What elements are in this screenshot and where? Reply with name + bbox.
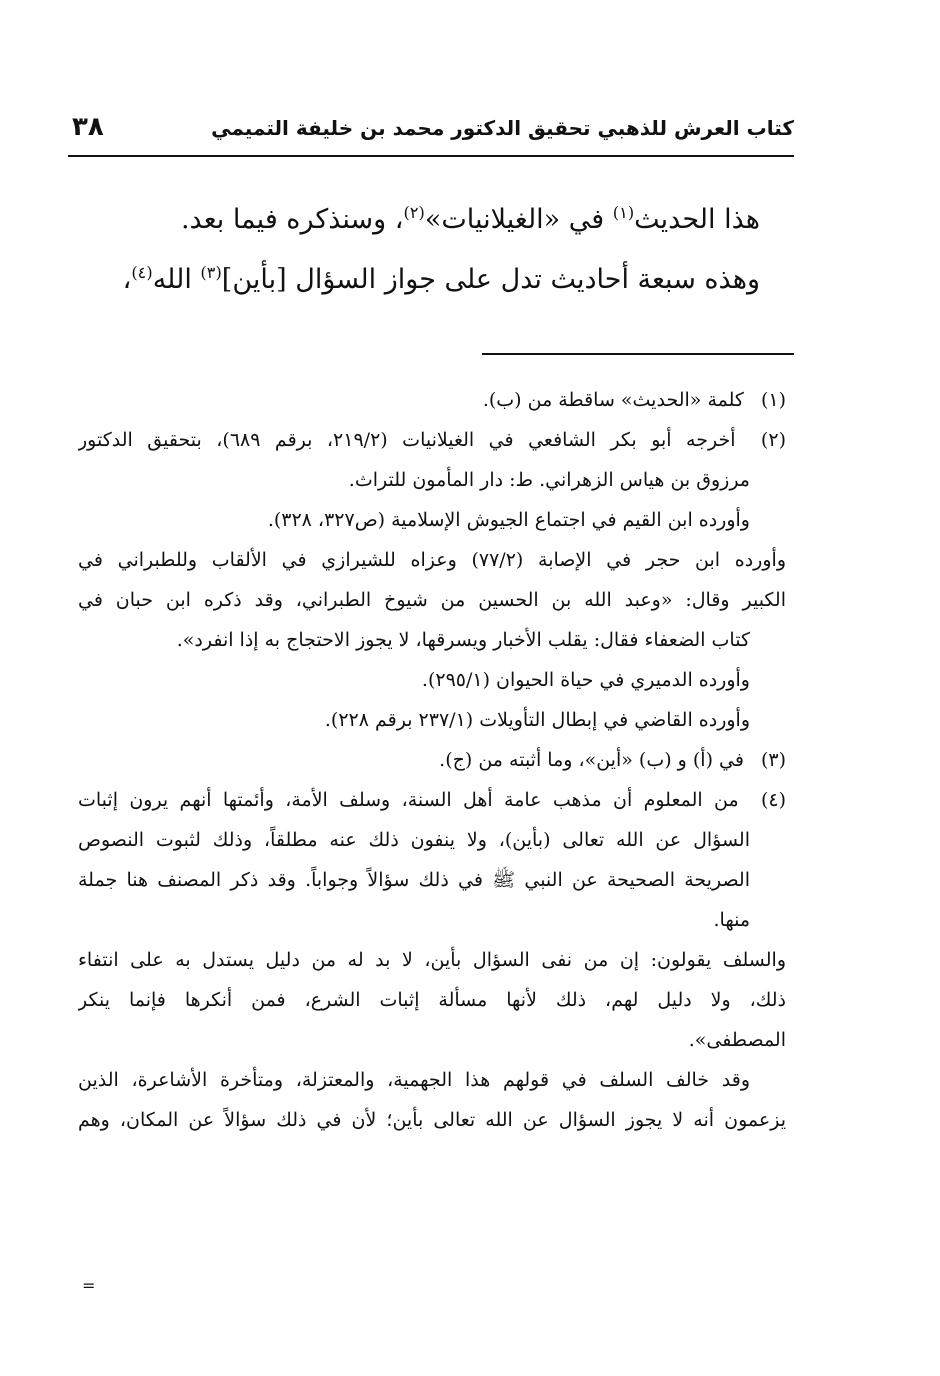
footnote-number: (٣) bbox=[760, 749, 786, 771]
page-number: ٣٨ bbox=[72, 112, 104, 142]
footnote-number: (١) bbox=[760, 389, 786, 411]
footnote-text: كلمة «الحديث» ساقطة من (ب). bbox=[482, 389, 744, 411]
footnote-line: المصطفى». bbox=[688, 1029, 786, 1051]
footnote-line: منها. bbox=[713, 909, 750, 931]
footnote-ref-1: (١) bbox=[612, 203, 635, 222]
footnote-separator bbox=[482, 353, 794, 355]
main-line-2 bbox=[122, 250, 760, 310]
footnote-line: وأورده ابن القيم في اجتماع الجيوش الإسلامية (ص٣٢٧، ٣٢٨). bbox=[267, 509, 750, 531]
footnote-ref-4: (٤) bbox=[131, 263, 153, 282]
footnote-line: وأورده الدميري في حياة الحيوان (٢٩٥/١). bbox=[421, 669, 750, 691]
footnote-line: وقد خالف السلف في قولهم هذا الجهمية، والمعتزلة، ومتأخرة الأشاعرة، الذين bbox=[78, 1069, 750, 1091]
main-text-segment: في «الغيلانيات» bbox=[424, 204, 613, 235]
footnote-line: يزعمون أنه لا يجوز السؤال عن الله تعالى بأين؛ لأن في ذلك سؤالاً عن المكان، وهم bbox=[78, 1109, 786, 1131]
main-text-segment: ، وسنذكره فيما بعد. bbox=[180, 204, 404, 235]
footnote-1 bbox=[78, 380, 786, 420]
footnote-line: مرزوق بن هياس الزهراني. ط: دار المأمون للتراث. bbox=[348, 469, 750, 491]
footnote-line: والسلف يقولون: إن من نفى السؤال بأين، لا بد له من دليل يستدل به على انتفاء bbox=[78, 949, 786, 971]
footnote-line: الكبير وقال: «وعبد الله بن الحسين من شيوخ الطبراني، وقد ذكره ابن حبان في bbox=[78, 589, 786, 611]
footnote-line: السؤال عن الله تعالى (بأين)، ولا ينفون ذلك عنه مطلقاً، وذلك لثبوت النصوص bbox=[78, 829, 750, 851]
footnote-4 bbox=[78, 780, 786, 820]
footnote-2 bbox=[78, 420, 786, 460]
footnote-3 bbox=[78, 740, 786, 780]
main-text-segment: الله bbox=[152, 264, 201, 295]
footnote-line: ذلك، ولا دليل لهم، ذلك لأنها مسألة إثبات الشرع، فمن أنكرها فإنما ينكر bbox=[78, 989, 786, 1011]
footnote-text: في (أ) و (ب) «أين»، وما أثبته من (ج). bbox=[439, 749, 744, 771]
footnote-text: أخرجه أبو بكر الشافعي في الغيلانيات (٢١٩/٢، برقم ٦٨٩)، بتحقيق الدكتور bbox=[78, 429, 736, 451]
footnote-line: وأورده ابن حجر في الإصابة (٧٧/٢) وعزاه للشيرازي في الألقاب وللطبراني في bbox=[78, 549, 786, 571]
header-rule bbox=[68, 155, 794, 157]
footnote-ref-2: (٢) bbox=[403, 203, 425, 222]
footnote-text: من المعلوم أن مذهب عامة أهل السنة، وسلف الأمة، وأئمتها أنهم يرون إثبات bbox=[78, 789, 739, 811]
page-header bbox=[68, 110, 794, 158]
main-text-segment: ، bbox=[122, 264, 132, 295]
footnote-ref-3: (٣) bbox=[200, 263, 222, 282]
footnote-line: وأورده القاضي في إبطال التأويلات (٢٣٧/١ برقم ٢٢٨). bbox=[324, 709, 750, 731]
main-text-segment: هذا الحديث bbox=[634, 204, 760, 235]
main-text-segment: وهذه سبعة أحاديث تدل على جواز السؤال [بأين] bbox=[221, 264, 760, 295]
running-title: كتاب العرش للذهبي تحقيق الدكتور محمد بن خليفة التميمي bbox=[211, 116, 794, 140]
footnotes bbox=[78, 380, 786, 1140]
footnote-number: (٤) bbox=[760, 789, 786, 811]
footnote-line: الصريحة الصحيحة عن النبي ﷺ في ذلك سؤالاً وجواباً. وقد ذكر المصنف هنا جملة bbox=[78, 869, 750, 891]
main-text bbox=[122, 190, 760, 310]
footnote-line: كتاب الضعفاء فقال: يقلب الأخبار ويسرقها، لا يجوز الاحتجاج به إذا انفرد». bbox=[176, 629, 750, 651]
main-line-1 bbox=[180, 190, 760, 250]
continuation-mark: = bbox=[82, 1276, 96, 1295]
footnote-number: (٢) bbox=[760, 429, 786, 451]
